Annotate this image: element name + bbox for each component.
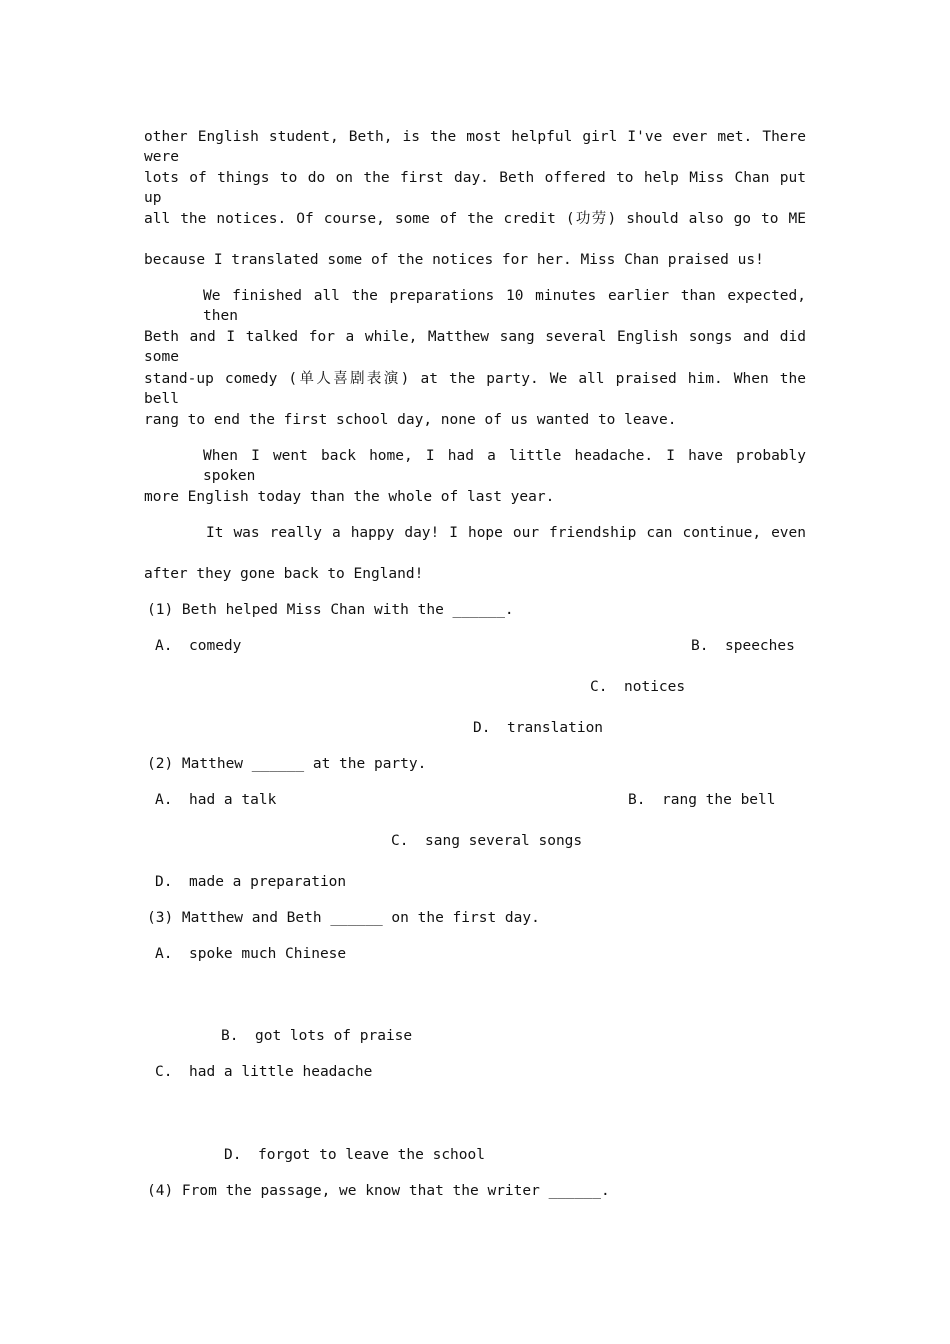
option-label: D. — [224, 1147, 242, 1163]
option-text: rang the bell — [662, 792, 776, 808]
option-b[interactable] — [221, 1026, 412, 1046]
option-d[interactable] — [473, 718, 603, 738]
option-d[interactable] — [155, 872, 346, 892]
option-c[interactable] — [391, 831, 582, 851]
option-label: D. — [473, 720, 491, 736]
option-label: B. — [221, 1028, 239, 1044]
option-text: comedy — [189, 638, 242, 654]
option-a[interactable] — [155, 944, 346, 964]
passage-line: all the notices. Of course, some of the credit (功劳) should also go to ME — [144, 211, 806, 227]
option-text: sang several songs — [425, 833, 583, 849]
option-label: C. — [590, 679, 608, 695]
passage-line: other English student, Beth, is the most helpful girl I've ever met. There were — [144, 129, 806, 165]
passage-line: It was really a happy day! I hope our friendship can continue, even — [206, 525, 806, 541]
option-label: C. — [155, 1064, 173, 1080]
option-text: notices — [624, 679, 686, 695]
option-label: A. — [155, 792, 173, 808]
option-b[interactable] — [628, 790, 806, 810]
passage-line: Beth and I talked for a while, Matthew sang several English songs and did some — [144, 329, 806, 365]
passage-line: stand-up comedy (单人喜剧表演) at the party. We all praised him. When the bell — [144, 371, 806, 407]
option-label: B. — [691, 638, 709, 654]
option-a[interactable] — [155, 636, 241, 656]
passage-line: rang to end the first school day, none of us wanted to leave. — [144, 412, 677, 428]
question-stem: (3) Matthew and Beth ______ on the first day. — [147, 910, 540, 926]
option-label: C. — [391, 833, 409, 849]
option-b[interactable] — [691, 636, 795, 656]
option-label: D. — [155, 874, 173, 890]
passage-line: more English today than the whole of last year. — [144, 489, 555, 505]
passage-line: lots of things to do on the first day. Beth offered to help Miss Chan put up — [144, 170, 806, 206]
passage-line: We finished all the preparations 10 minutes earlier than expected, then — [203, 288, 806, 324]
option-text: translation — [507, 720, 604, 736]
option-c[interactable] — [155, 1062, 372, 1082]
passage-line: When I went back home, I had a little headache. I have probably spoken — [203, 448, 806, 484]
option-label: A. — [155, 638, 173, 654]
option-c[interactable] — [590, 677, 685, 697]
option-text: made a preparation — [189, 874, 347, 890]
option-text: had a little headache — [189, 1064, 373, 1080]
option-text: speeches — [725, 638, 795, 654]
option-text: spoke much Chinese — [189, 946, 347, 962]
option-text: had a talk — [189, 792, 277, 808]
passage-line: because I translated some of the notices for her. Miss Chan praised us! — [144, 252, 764, 268]
option-label: A. — [155, 946, 173, 962]
question-stem: (4) From the passage, we know that the writer ______. — [147, 1183, 610, 1199]
passage-line: after they gone back to England! — [144, 566, 424, 582]
question-stem: (1) Beth helped Miss Chan with the ______. — [147, 602, 514, 618]
option-d[interactable] — [224, 1145, 485, 1165]
option-text: got lots of praise — [255, 1028, 413, 1044]
question-stem: (2) Matthew ______ at the party. — [147, 756, 427, 772]
option-a[interactable] — [155, 790, 277, 810]
option-text: forgot to leave the school — [258, 1147, 485, 1163]
option-label: B. — [628, 792, 646, 808]
